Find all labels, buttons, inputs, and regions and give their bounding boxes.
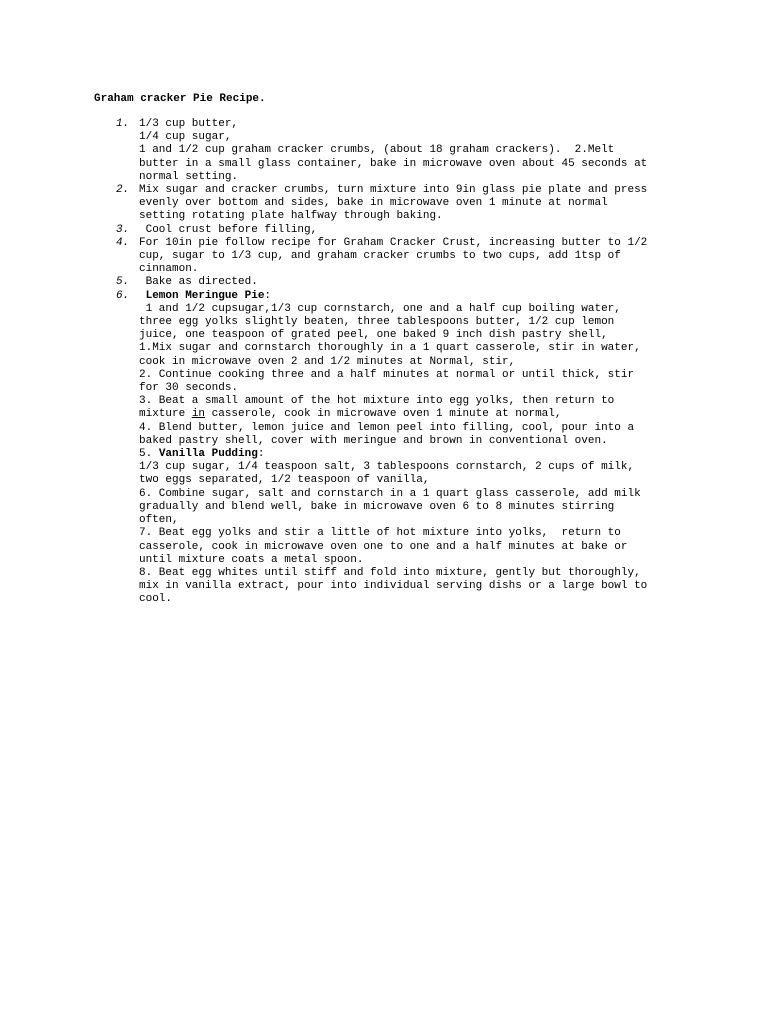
text-line: For 10in pie follow recipe for Graham Cracker Crust, increasing butter to 1/2 — [139, 236, 648, 249]
heading-text: Lemon Meringue Pie — [139, 289, 265, 302]
list-number: 6. — [116, 289, 130, 302]
text-line: 1.Mix sugar and cornstarch thoroughly in a 1 quart casserole, stir in water, — [139, 342, 641, 355]
text-line: juice, one teaspoon of grated peel, one baked 9 inch dish pastry shell, — [139, 329, 608, 342]
text-line: two eggs separated, 1/2 teaspoon of vanilla, — [139, 474, 430, 487]
list-item — [94, 276, 674, 289]
text-line: 1/3 cup sugar, 1/4 teaspoon salt, 3 tablespoons cornstarch, 2 cups of milk, — [139, 461, 635, 474]
text-line: 1 and 1/2 cupsugar,1/3 cup cornstarch, one and a half cup boiling water, — [139, 302, 621, 315]
text-line: 1/3 cup butter, — [139, 118, 239, 130]
text-line: normal setting. — [139, 170, 239, 183]
text-line: baked pastry shell, cover with meringue and brown in conventional oven. — [139, 434, 608, 447]
text-line: Bake as directed. — [139, 276, 258, 289]
document-page — [94, 92, 674, 607]
text-line: cinnamon. — [139, 263, 199, 276]
text-line: cool. — [139, 593, 173, 606]
heading-suffix: : — [257, 448, 265, 461]
text-segment: casserole, cook in microwave oven 1 minute at normal, — [205, 408, 562, 421]
text-line: Mix sugar and cracker crumbs, turn mixture into 9in glass pie plate and press — [139, 184, 648, 197]
list-number: 4. — [116, 236, 130, 249]
text-line: 7. Beat egg yolks and stir a little of hot mixture into yolks, return to — [139, 527, 621, 540]
text-segment: mixture — [139, 408, 192, 421]
list-item — [94, 184, 674, 224]
text-line: butter in a small glass container, bake in microwave oven about 45 seconds at — [139, 157, 648, 170]
list-number: 5. — [116, 276, 130, 289]
list-number: 1. — [116, 118, 130, 130]
text-line: gradually and blend well, bake in microwave oven 6 to 8 minutes stirring — [139, 500, 615, 513]
text-line: Cool crust before filling, — [139, 223, 318, 236]
text-line: cook in microwave oven 2 and 1/2 minutes at Normal, stir, — [139, 355, 516, 368]
text-line: setting rotating plate halfway through baking. — [139, 210, 443, 223]
text-line: casserole, cook in microwave oven one to one and a half minutes at bake or — [139, 540, 628, 553]
list-item — [94, 224, 674, 237]
text-line: for 30 seconds. — [139, 382, 239, 395]
section-heading-lemon-meringue — [139, 290, 674, 303]
text-line: evenly over bottom and sides, bake in microwave oven 1 minute at normal — [139, 197, 608, 210]
recipe-list — [94, 118, 674, 607]
list-item — [94, 237, 674, 277]
text-line: until mixture coats a metal spoon. — [139, 553, 364, 566]
text-line: cup, sugar to 1/3 cup, and graham cracker crumbs to two cups, add 1tsp of — [139, 250, 621, 263]
list-item — [94, 118, 674, 184]
list-number: 3. — [116, 223, 130, 236]
section-heading-vanilla-pudding — [139, 448, 674, 461]
text-line: mix in vanilla extract, pour into individual serving dishs or a large bowl to — [139, 580, 648, 593]
text-line: three egg yolks slightly beaten, three tablespoons butter, 1/2 cup lemon — [139, 316, 615, 329]
heading-text: Vanilla Pudding — [158, 448, 258, 461]
text-line: 8. Beat egg whites until stiff and fold into mixture, gently but thoroughly, — [139, 566, 641, 579]
text-line: 1 and 1/2 cup graham cracker crumbs, (about 18 graham crackers). 2.Melt — [139, 144, 615, 157]
heading-suffix: : — [264, 289, 272, 302]
text-line: often, — [139, 514, 179, 527]
text-line-underlined — [139, 408, 674, 421]
text-line: 1/4 cup sugar, — [139, 131, 232, 144]
heading-prefix: 5. — [139, 448, 159, 461]
text-line: 2. Continue cooking three and a half minutes at normal or until thick, stir — [139, 368, 635, 381]
text-line: 6. Combine sugar, salt and cornstarch in a 1 quart glass casserole, add milk — [139, 487, 641, 500]
list-item — [94, 290, 674, 607]
list-number: 2. — [116, 184, 130, 197]
underlined-word: in — [191, 408, 206, 421]
text-line: 3. Beat a small amount of the hot mixture into egg yolks, then return to — [139, 395, 615, 408]
text-line: 4. Blend butter, lemon juice and lemon peel into filling, cool, pour into a — [139, 421, 635, 434]
document-title: Graham cracker Pie Recipe. — [94, 93, 266, 105]
